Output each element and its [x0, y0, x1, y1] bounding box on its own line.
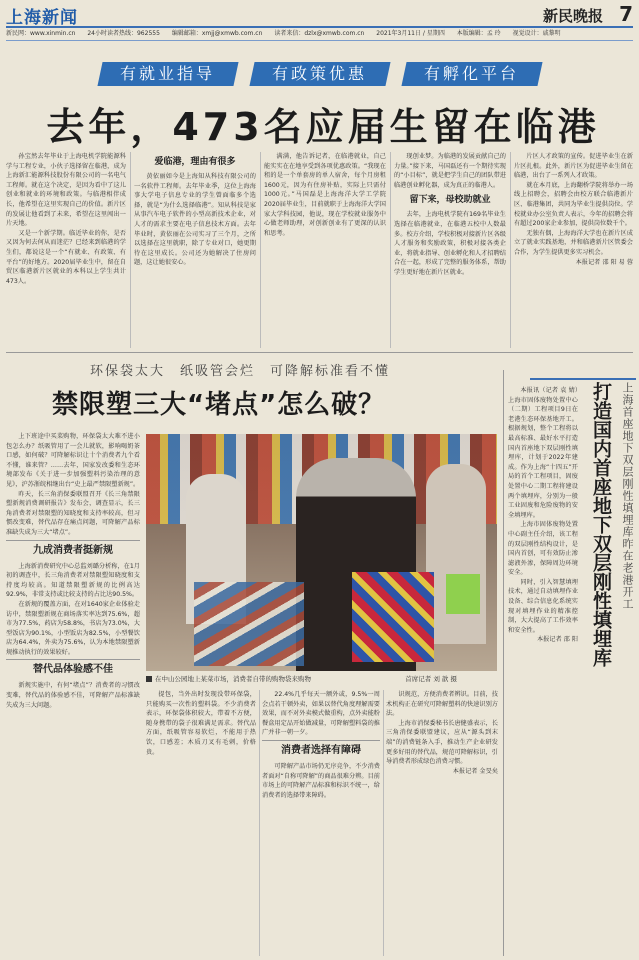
article2-column-3: 22.4%几乎每天一额外或，9.5%一周会点若干顿外卖，如果以替代角度理解需要效果，而不对外卖模式做重构，点外卖能粉餐盒用定品开始做减量，可降解塑料袋的推广并非一朝一夕。 消费者选择有障碍 可降解产品市场仍无序竞争，不少消费者面对“自称可降解”的商品很难分辨。目前市场上的可降解产品标准和标识不统一，给消费者的选择带来障碍。: [262, 691, 380, 799]
article1-column-2: 爱临港，理由有很多 黄依丽如今是上海知从科技有限公司的一名软件工程师。去年毕业季，这位上海海事大学电子信息专业的学生曾面临多个选择，就是“为什么选择临港”。知从科技是家从事汽车电子软件的小型高新技术企业，对人才的需求主要在电子信息技术方面。去年毕业时，黄依丽在公司实习了三个月，之所以选择在这里就职，除了专业对口，她更期待在这里成长。公司还为她解决了住房问题，这让她很安心。: [134, 157, 256, 267]
website: 新民网：www.xinmin.cn: [6, 30, 76, 37]
article2-kicker: 环保袋太大 纸吸管会烂 可降解标准看不懂: [90, 364, 391, 379]
news-photo: [146, 434, 497, 671]
article3-kicker: 上海首座地下双层刚性填埋库昨在老港开工: [621, 382, 634, 610]
hotline: 24小时读者热线：962555: [87, 30, 160, 37]
article2-column-4: 识规范，方便消费者辨识。目前，技术机构正在研究可降解塑料的快速识别方法。 上海市消保委秘书长唐健盛表示，长三角消保委联盟建议，应从“源头到末端”的消费链条入手，推动生产企业研发更多好用的替代品，规范可降解标识，引导消费者形成绿色消费习惯。 本报记者 金旻矣: [386, 691, 498, 775]
editor: 本版编辑：孟 玲: [456, 30, 501, 37]
designer: 视觉设计：戚黎明: [512, 30, 561, 37]
main-headline: 去年，473名应届生留在临港: [46, 105, 600, 149]
article3-headline: 打造国内首座地下双层刚性填埋库: [590, 382, 612, 667]
newspaper-masthead: 新民晚报: [542, 7, 603, 25]
article2-byline: 本报记者 金旻矣: [452, 767, 498, 775]
tag-job-guidance: 有就业指导: [97, 62, 238, 86]
reader-email: 读者来信：dzlx@xmwb.com.cn: [274, 30, 365, 37]
article2-column-2: 提包，当外出时发现没带环保袋，只能购买一次性的塑料袋。不少消费者表示，环保袋体积较大，带着不方便，随身携带的袋子很难满足需求。替代品方面，纸吸管容易软烂，不能用于热饮，口感差；木质刀叉有毛刺，价格贵。: [146, 691, 256, 756]
page-number: 7: [619, 2, 633, 26]
tag-policy: 有政策优惠: [249, 62, 390, 86]
sub-header: [6, 28, 633, 41]
subheading-consumer-choice: 消费者选择有障碍: [262, 740, 380, 759]
subheading-stay: 留下来，母校助就业: [409, 195, 491, 206]
article2-headline: 禁限塑三大“堵点”怎么破？: [52, 390, 386, 420]
publish-date: 2021年3月11日 / 星期四: [376, 30, 445, 37]
tag-incubation: 有孵化平台: [401, 62, 542, 86]
caption-marker-icon: [146, 676, 152, 682]
article1-column-4: 现创业梦。为临港的发展贡献自己的力量。”接下来，马国磊还有一个期待实现的“小目标”，就是把学生自己的团队带进临港创业孵化器，成为真正的临港人。 留下来，母校助就业 去年，上海电机学院有169名毕业生选择在临港就业，在临港五校中人数最多。校方介绍，学校积极对接新片区各级人才服务和奖励政策，积极对接各类企业，将就业指导、创业孵化和人才招聘结合在一起，形成了完整的服务体系，帮助学生更好地在新片区就业。: [394, 153, 506, 276]
email: 编辑邮箱：xmjj@xmwb.com.cn: [171, 30, 263, 37]
article1-column-1: 孙宝然去年毕业于上海电机学院能源科学与工程专业，小伙子选择留在临港，成为上海新汇能源科技股份有限公司的一名电气工程师。就在这个决定，是因为看中了这儿创业和就业的环境和政策。与临港相伴成长，他希望在这里实现自己的价值。新片区的发展让他看到了未来，希望在这里闯出一片天地。 又是一个新学期。临近毕业的你，是否又因为何去何从而迷茫？已经来到临港的学生们，都说这是一个“有就业、有政策、有平台”的好地方。2020届毕业生中，留在自贸区临港新片区就业的本科以上学生共计473人。: [6, 153, 126, 285]
photo-caption: 在中山公园地上某菜市场，消费者自带的购物袋来购物 首席记者 刘 歆 摄: [146, 674, 497, 686]
article1-column-5: 片区人才政策的宣传。促进毕业生在新片区扎根。此外，新片区为促进毕业生留在临港，出台了一系列人才政策。 就在本月底，上海翻桥学院将举办一场线上招聘会，招聘会由校方联合临港新片区、临港集团，共同为毕业生提供岗位。学校就业办公室负责人表示，今年的招聘会将有超过200家企业参加，提供岗位数千个。 无独有偶，上海海洋大学也在新片区成立了就业实践基地，并和临港新片区管委会合作，为学生提供更多实习机会。 本报记者 邵 阳 易 蓉: [514, 153, 633, 266]
page-header: [6, 2, 633, 28]
photo-credit: 首席记者 刘 歆 摄: [405, 675, 457, 683]
article1-byline: 本报记者 邵 阳 易 蓉: [575, 258, 633, 266]
subheading-love-lingang: 爱临港，理由有很多: [154, 157, 236, 167]
article2-column-1: 上下班途中买菜购物，环保袋太大难不进小包怎么办？纸吸管用了一会儿就软，影响喝奶茶口感，如何破？可降解标识让十个消费者九个看不懂，谁来管？……去年，国家发改委和生态环境部发布《关于进一步加强塑料污染治理的意见》，沪苏浙皖相继出台“史上最严禁限塑新规”。 昨天，长三角消保委联盟召开《长三角禁限塑新规消费调研报告》发布会，调查显示，长三角消费者对禁限塑的知晓度和支持率较高，但习惯改变难，替代品存在痛点问题，可降解产品标准缺失成为三大“堵点”。 九成消费者挺新规 上海新消费研究中心总监刘璐分析称，在1月初的调查中，长三角消费者对禁限塑知晓度和支持度均较高。知道禁限塑新规的比例高达92.9%，非常支持或比较支持的占比达90.5%。 在新规的覆盖方面，在对1640家企业体验走访中，禁限塑新规在商场落实率达到75.6%，超市为77.5%，药店为58.8%，书店为73.0%，大型饭店为90.1%，小型饭店为82.5%，小型餐饮店为64.4%，外卖为75.6%，认为本地禁限塑新规推动执行的效果较好。 替代品体验感不佳 新规实施中，有何“堵点”？消费者的习惯改变难，替代品的体验感不佳，可降解产品标准缺失成为三大问题。: [6, 433, 140, 709]
article1-column-3: 满满，他告诉记者，在临港就业，自己能实实在在地享受到各项优惠政策。“我现在租的是一个单套房的单人宿舍，每个月房租1600元，因为有住房补贴，实际上只需付1000元。”马国磊是上海海洋大学工学院2020届毕业生，目前就职于上海海洋大学国家大学科技园，他说，现在学校就业服务中心做老师助理，对创新创业有了更深的认识和思考。: [264, 153, 386, 237]
subheading-substitute: 替代品体验感不佳: [6, 659, 140, 678]
headline-tags: [100, 62, 540, 88]
section-title: 上海新闻: [6, 8, 78, 28]
article3-body: 本报讯（记者 袁 婧）上海市固体废物处置中心（二期）工程项目9日在老港生态环保基地开工。根据规划，整个工程将以最高标准、最好水平打造国内首座地下双层刚性填埋库，计划于2022年建成。作为上海“十四五”开局的首个工程项目，固废处置中心二期工程将建设两个填埋库，分别为一般工业固废和危险废物的安全填埋库。 上海市固体废物处置中心副主任介绍，该工程的双层刚性结构设计，是国内首创，可有效防止渗滤液外渗，保障周边环境安全。 同时，引入智慧填埋技术，通过自动填埋作业设备、综合信息化系统实现对填埋作业的精准控制，大大提高了工作效率和安全性。 本报记者 邵 阳: [508, 387, 578, 644]
article3-byline: 本报记者 邵 阳: [536, 636, 578, 644]
subheading-90-percent: 九成消费者挺新规: [6, 540, 140, 559]
